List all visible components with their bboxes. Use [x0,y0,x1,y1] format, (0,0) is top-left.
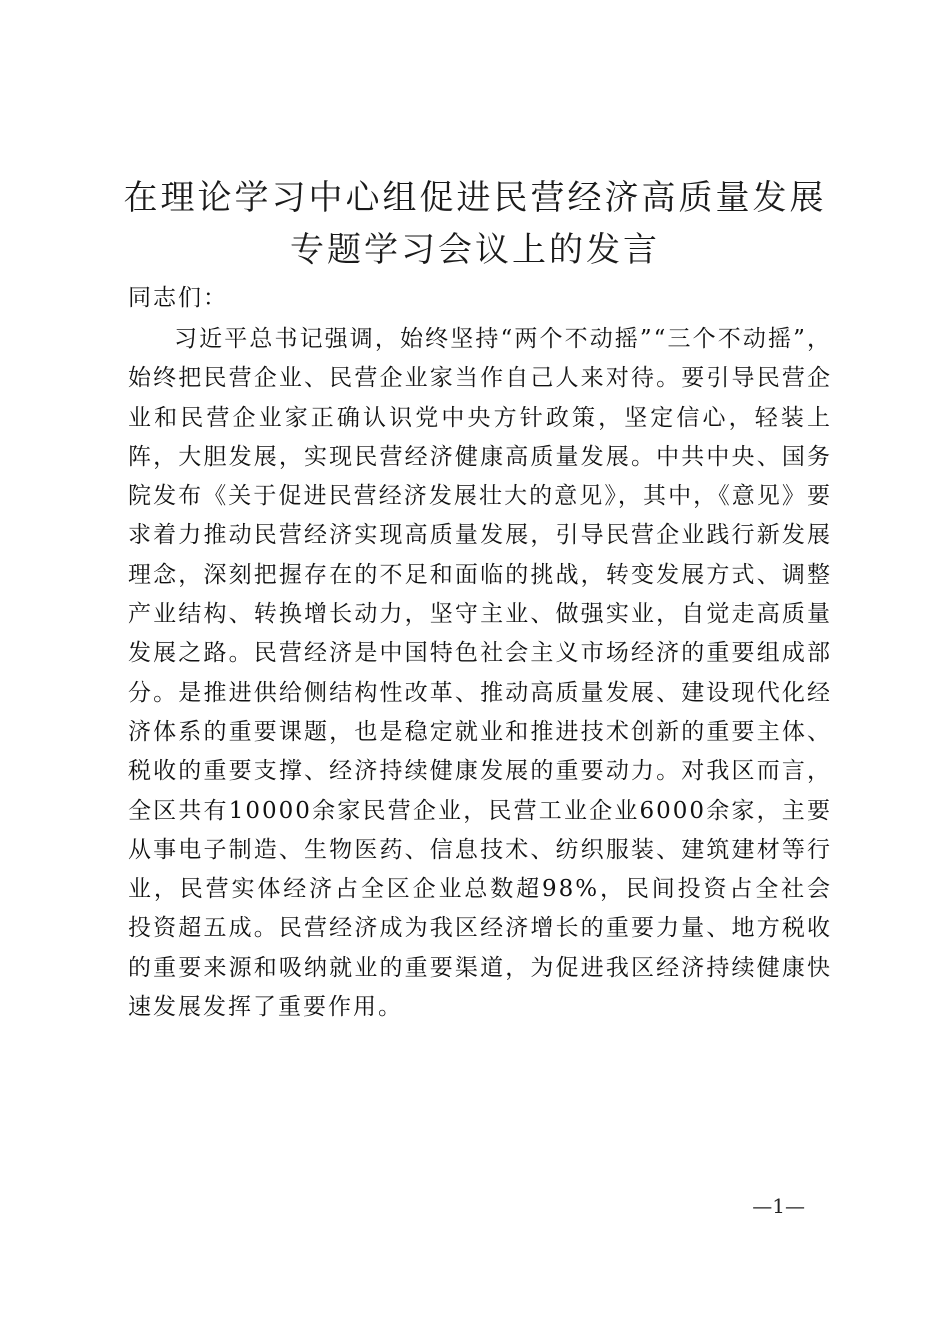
page-number: —1— [752,1194,805,1218]
salutation: 同志们： [128,285,228,311]
document-title: 在理论学习中心组促进民营经济高质量发展专题学习会议上的发言 [123,178,827,270]
body-paragraph: 习近平总书记强调，始终坚持“两个不动摇”“三个不动摇”，始终把民营企业、民营企业家当作自己人来对待。要引导民营企业和民营企业家正确认识党中央方针政策，坚定信心，轻装上阵，大胆发展，实现民营经济健康高质量发展。中共中央、国务院发布《关于促进民营经济发展壮大的意见》，其中，《意见》要求着力推动民营经济实现高质量发展，引导民营企业践行新发展理念，深刻把握存在的不足和面临的挑战，转变发展方式、调整产业结构、转换增长动力，坚守主业、做强实业，自觉走高质量发展之路。民营经济是中国特色社会主义市场经济的重要组成部分。是推进供给侧结构性改革、推动高质量发展、建设现代化经济体系的重要课题，也是稳定就业和推进技术创新的重要主体、税收的重要支撑、经济持续健康发展的重要动力。对我区而言，全区共有10000余家民营企业，民营工业企业6000余家，主要从事电子制造、生物医药、信息技术、纺织服装、建筑建材等行业，民营实体经济占全区企业总数超98%，民间投资占全社会投资超五成。民营经济成为我区经济增长的重要力量、地方税收的重要来源和吸纳就业的重要渠道，为促进我区经济持续健康快速发展发挥了重要作用。 [128,326,832,1021]
